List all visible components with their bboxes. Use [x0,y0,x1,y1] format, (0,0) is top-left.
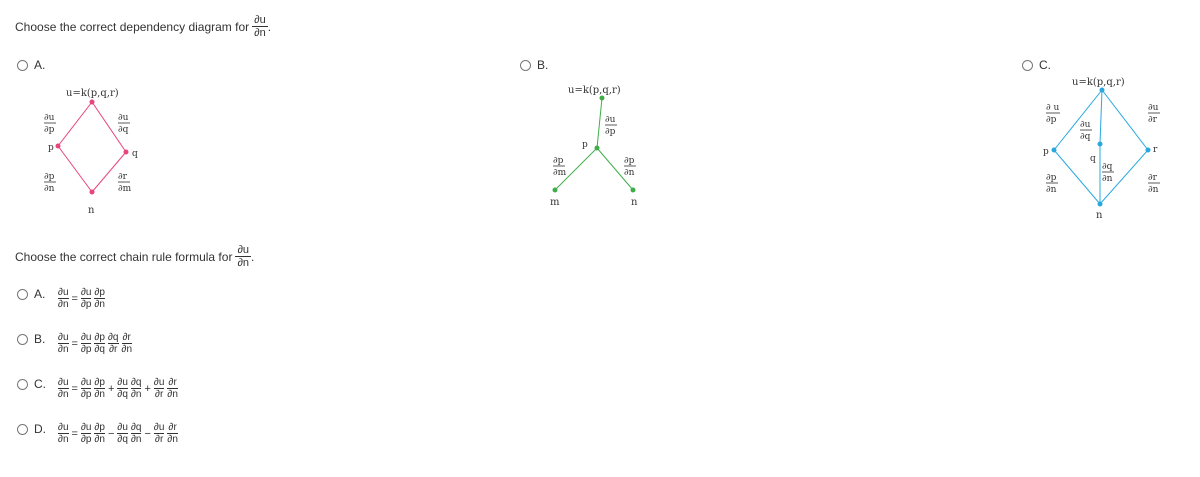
diagram-c-edge-label: ∂u [1148,103,1159,113]
diagram-c-top-label: u=k(p,q,r) [1072,77,1125,88]
formula-frac: ∂u ∂r [153,377,165,400]
diagram-c-node [1098,202,1103,207]
formula-b-radio[interactable] [17,334,28,345]
diagram-b-node [631,188,636,193]
option-c-radio[interactable] [1022,60,1033,71]
diagram-c-node-q: q [1090,154,1096,164]
diagram-c-node [1100,88,1105,93]
diagram-b-edge-label: ∂p [624,156,635,166]
diagram-c-edge-label: ∂q [1102,162,1113,172]
diagram-c-edge [1054,90,1102,150]
diagram-c-edge-label: ∂r [1148,115,1157,125]
diagram-c-edge-label: ∂r [1148,173,1157,183]
diagram-c-node-n: n [1096,210,1103,221]
diagram-b-node [600,96,605,101]
formula-frac: ∂u ∂p [80,377,92,400]
formula-c: ∂u ∂n = ∂u ∂p ∂p ∂n + ∂u ∂q ∂q ∂n + ∂u ∂r ∂r ∂n [58,377,178,400]
formula-frac: ∂r ∂n [121,332,133,355]
option-a-radio[interactable] [17,60,28,71]
diagram-b-edge-label: ∂p [605,127,616,137]
formula-b: ∂u ∂n = ∂u ∂p ∂p ∂q ∂q ∂r ∂r ∂n [58,332,133,355]
diagram-a-node-p: p [48,143,54,153]
diagram-a-node-n: n [88,205,95,216]
formula-frac: ∂u ∂q [117,377,128,400]
question-2-prompt: Choose the correct chain rule formula for $\frac{\partial u}{\partial n}$ . [15,244,255,269]
diagram-c-edge-label: ∂n [1046,185,1057,195]
question-2-text: Choose the correct chain rule formula for [15,249,233,264]
option-b-radio[interactable] [520,60,531,71]
diagram-a-edge-label: ∂r [118,172,127,182]
dependency-diagram-a [30,80,180,220]
formula-frac: ∂q ∂r [107,332,119,355]
question-2-fraction: $\frac{\partial u}{\partial n}$ [237,244,249,269]
formula-a: ∂u ∂n = ∂u ∂p ∂p ∂n [58,287,105,310]
diagram-b-node-m: m [550,197,560,208]
diagram-c-edge [1102,90,1148,150]
formula-frac: ∂u ∂n [58,287,69,310]
formula-a-radio[interactable] [17,289,28,300]
dependency-diagram-c [1030,72,1170,222]
diagram-c-edge-label: ∂p [1046,173,1057,183]
formula-frac: ∂q ∂n [130,377,142,400]
formula-frac: ∂u ∂n [58,377,69,400]
formula-frac: ∂u ∂p [80,422,92,445]
diagram-b-edge-label: ∂n [624,168,635,178]
formula-frac: ∂u ∂p [80,332,92,355]
question-1-fraction: $\frac{\partial u}{\partial n}$ [254,14,266,39]
formula-frac: ∂p ∂n [94,422,105,445]
dependency-diagram-b [535,78,665,213]
diagram-c-edge-label: ∂p [1046,115,1057,125]
diagram-c-node-r: r [1153,145,1158,155]
diagram-c-edge-label: ∂u [1080,120,1091,130]
diagram-a-edge-label: ∂u [118,113,129,123]
diagram-a-edge-label: ∂n [44,184,55,194]
diagram-c-edge-label: ∂q [1080,132,1091,142]
diagram-b-edge-label: ∂p [553,156,564,166]
formula-frac: ∂u ∂p [80,287,92,310]
diagram-a-node [90,190,95,195]
diagram-c-edge-label: ∂ u [1046,103,1060,113]
formula-frac: ∂p ∂n [94,377,105,400]
formula-frac: ∂p ∂q [94,332,105,355]
diagram-a-top-label: u=k(p,q,r) [66,88,119,99]
diagram-b-node-n: n [631,197,638,208]
diagram-c-edge [1100,90,1102,144]
diagram-a-node [90,100,95,105]
option-c-label[interactable]: C. [1039,58,1051,72]
diagram-a-edge-label: ∂q [118,125,129,135]
formula-frac: ∂p ∂n [94,287,105,310]
diagram-a-edge [58,102,92,146]
diagram-b-top-label: u=k(p,q,r) [568,85,621,96]
diagram-b-edge-label: ∂u [605,115,616,125]
formula-c-radio[interactable] [17,379,28,390]
diagram-a-edge [58,146,92,192]
formula-d: ∂u ∂n = ∂u ∂p ∂p ∂n − ∂u ∂q ∂q ∂n − ∂u ∂r ∂r ∂n [58,422,178,445]
diagram-b-node [553,188,558,193]
diagram-b-edge [597,98,602,148]
diagram-c-node [1146,148,1151,153]
diagram-a-node-q: q [132,149,138,159]
formula-d-label[interactable]: D. [34,422,46,436]
formula-frac: ∂u ∂r [153,422,165,445]
formula-frac: ∂r ∂n [167,377,178,400]
formula-frac: ∂r ∂n [167,422,178,445]
formula-c-label[interactable]: C. [34,377,46,391]
diagram-a-node [124,150,129,155]
formula-frac: ∂u ∂n [58,422,69,445]
diagram-a-node [56,144,61,149]
diagram-c-edge-label: ∂n [1148,185,1159,195]
diagram-a-edge-label: ∂u [44,113,55,123]
option-b-label[interactable]: B. [537,58,549,72]
formula-frac: ∂u ∂n [58,332,69,355]
diagram-c-node [1052,148,1057,153]
formula-a-label[interactable]: A. [34,287,46,301]
diagram-a-edge-label: ∂p [44,172,55,182]
formula-frac: ∂u ∂q [117,422,128,445]
formula-d-radio[interactable] [17,424,28,435]
formula-frac: ∂q ∂n [130,422,142,445]
diagram-c-node [1098,142,1103,147]
diagram-c-edge-label: ∂n [1102,174,1113,184]
option-a-label[interactable]: A. [34,58,46,72]
diagram-a-edge-label: ∂p [44,125,55,135]
diagram-a-edge-label: ∂m [118,184,132,194]
diagram-c-node-p: p [1043,147,1049,157]
question-1-text: Choose the correct dependency diagram for [15,19,250,34]
diagram-b-node [595,146,600,151]
diagram-b-edge-label: ∂m [553,168,567,178]
question-1-prompt: Choose the correct dependency diagram for $\frac{\partial u}{\partial n}$ . [15,14,272,39]
formula-b-label[interactable]: B. [34,332,46,346]
diagram-b-node-p: p [582,140,588,150]
